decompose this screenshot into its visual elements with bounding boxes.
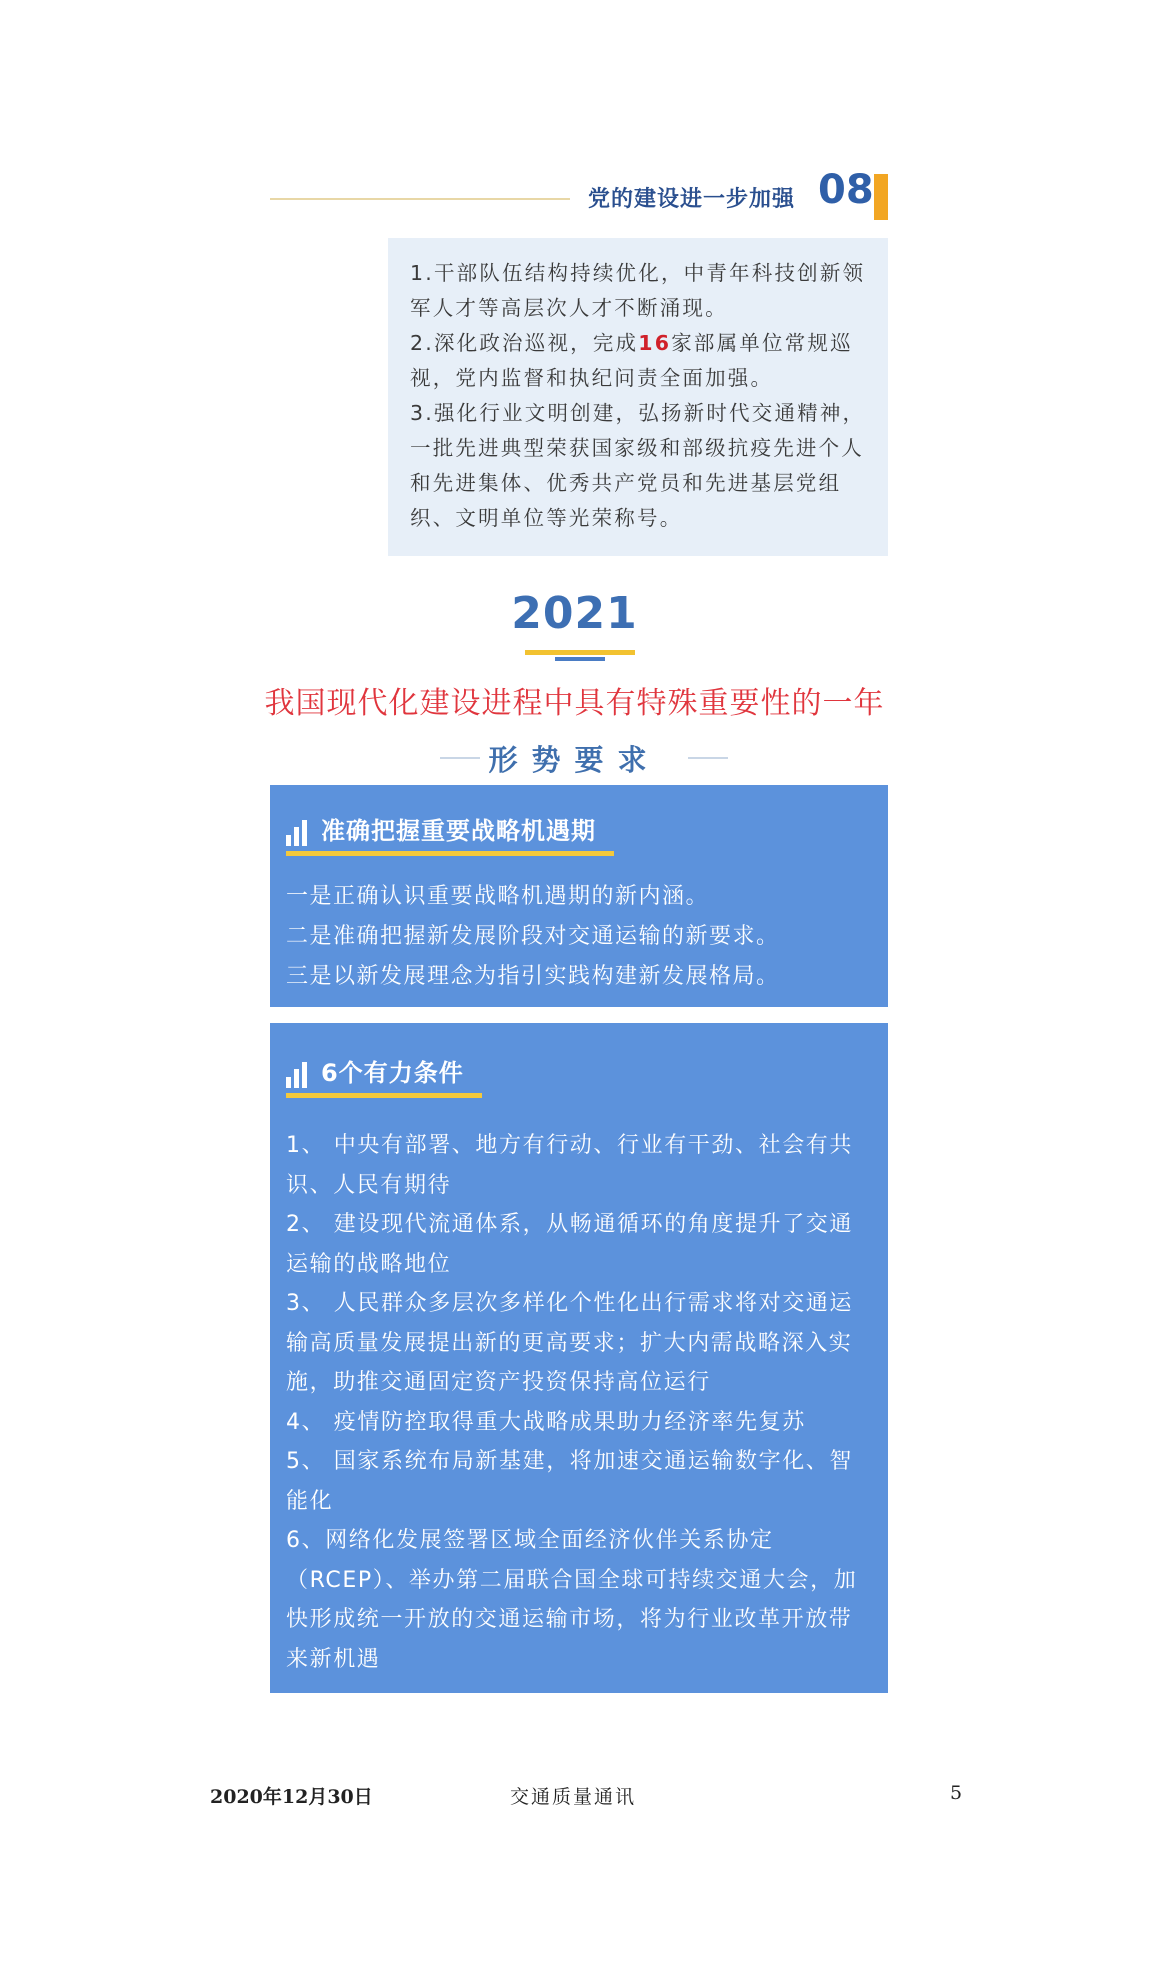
party-point-2-after: 家部属单位常规巡视，党内监督和执纪问责全面加强。 xyxy=(410,331,853,390)
condition-item: 1、 中央有部署、地方有行动、行业有干劲、社会有共识、人民有期待 xyxy=(286,1133,853,1198)
panel-title-underline xyxy=(286,1093,482,1098)
year-underline-yellow xyxy=(525,650,635,655)
condition-item: 5、 国家系统布局新基建，将加速交通运输数字化、智能化 xyxy=(286,1449,853,1514)
year-heading: 2021 xyxy=(511,588,638,639)
opportunity-line: 一是正确认识重要战略机遇期的新内涵。 xyxy=(286,884,710,909)
section-divider-line xyxy=(270,198,570,200)
section-accent-bar xyxy=(874,174,888,220)
heading-line-right xyxy=(688,757,728,759)
condition-item: 2、 建设现代流通体系，从畅通循环的角度提升了交通运输的战略地位 xyxy=(286,1212,853,1277)
party-building-box xyxy=(388,238,888,556)
footer-publication: 交通质量通讯 xyxy=(510,1786,637,1808)
bar-chart-icon xyxy=(286,820,307,846)
conditions-panel-header xyxy=(286,1053,464,1088)
bar-chart-icon xyxy=(286,1062,307,1088)
party-point-1: 1.干部队伍结构持续优化，中青年科技创新领军人才等高层次人才不断涌现。 xyxy=(410,261,866,320)
conditions-panel-title: 6个有力条件 xyxy=(321,1059,464,1087)
opportunity-panel-header xyxy=(286,811,596,846)
year-subtitle: 我国现代化建设进程中具有特殊重要性的一年 xyxy=(264,686,885,721)
highlight-number: 16 xyxy=(638,331,672,355)
page-number: 5 xyxy=(950,1782,963,1804)
opportunity-line: 二是准确把握新发展阶段对交通运输的新要求。 xyxy=(286,924,780,949)
year-underline-blue xyxy=(555,657,605,661)
footer-date: 2020年12月30日 xyxy=(210,1786,373,1808)
party-point-3: 3.强化行业文明创建，弘扬新时代交通精神，一批先进典型荣获国家级和部级抗疫先进个人和先进集体、优秀共产党员和先进基层党组织、文明单位等光荣称号。 xyxy=(410,401,866,530)
section-number: 08 xyxy=(818,167,874,213)
panel-title-underline xyxy=(286,851,614,856)
situation-heading: 形势要求 xyxy=(488,743,661,777)
condition-item: 3、 人民群众多层次多样化个性化出行需求将对交通运输高质量发展提出新的更高要求；扩大内需战略深入实施，助推交通固定资产投资保持高位运行 xyxy=(286,1291,853,1395)
condition-item: 6、网络化发展签署区域全面经济伙伴关系协定（RCEP）、举办第二届联合国全球可持续交通大会，加快形成统一开放的交通运输市场，将为行业改革开放带来新机遇 xyxy=(286,1528,858,1672)
opportunity-panel-body xyxy=(286,877,874,997)
conditions-panel-body xyxy=(286,1126,874,1679)
condition-item: 4、 疫情防控取得重大战略成果助力经济率先复苏 xyxy=(286,1409,806,1435)
party-point-2 xyxy=(410,326,868,396)
section-title: 党的建设进一步加强 xyxy=(588,187,796,212)
opportunity-panel-title: 准确把握重要战略机遇期 xyxy=(321,817,596,845)
opportunity-line: 三是以新发展理念为指引实践构建新发展格局。 xyxy=(286,964,780,989)
party-point-2-before: 2.深化政治巡视，完成 xyxy=(410,331,639,355)
opportunity-panel xyxy=(270,785,888,1007)
conditions-panel xyxy=(270,1023,888,1693)
